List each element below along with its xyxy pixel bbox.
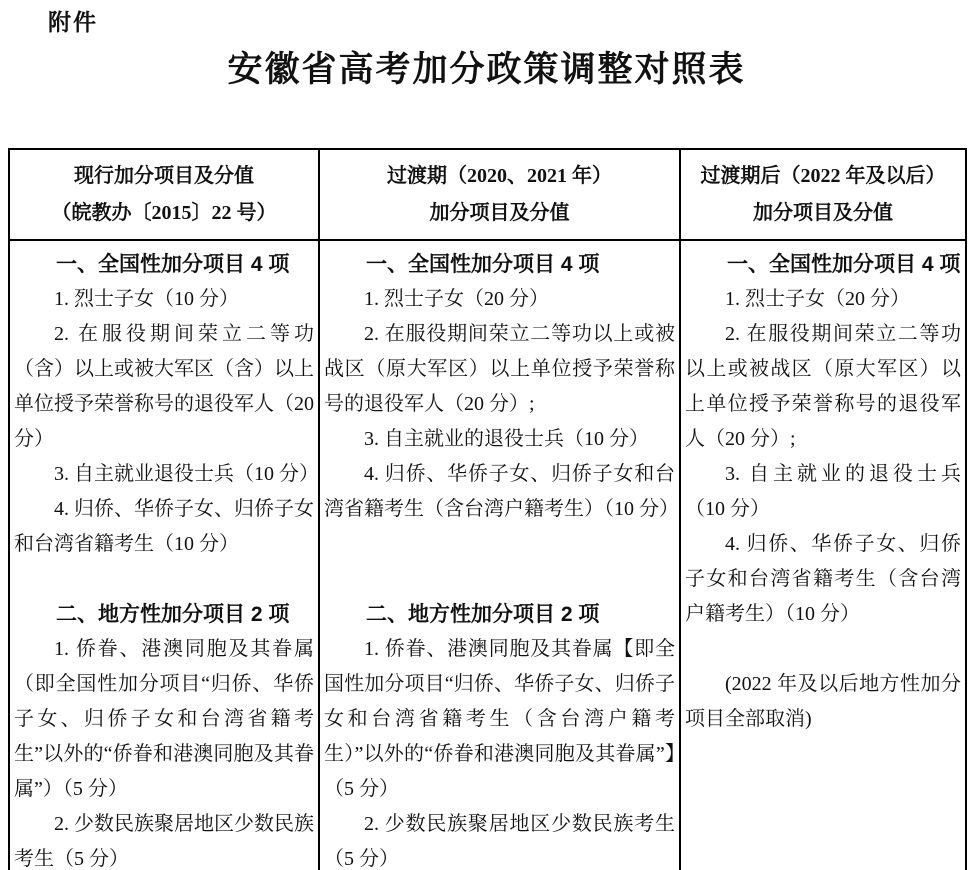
policy-item: 4. 归侨、华侨子女、归侨子女和台湾省籍考生（含台湾户籍考生）（10 分）: [324, 463, 679, 520]
policy-item: 3. 自主就业退役士兵（10 分）: [54, 463, 319, 485]
header-row: [9, 149, 966, 240]
table-header: [9, 149, 966, 240]
policy-item: 2. 在服役期间荣立二等功以上或被战区（原大军区）以上单位授予荣誉称号的退役军人（20 分）;: [685, 323, 961, 450]
policy-item: 1. 侨眷、港澳同胞及其眷属（即全国性加分项目“归侨、华侨子女、归侨子女和台湾省籍考生”以外的“侨眷和港澳同胞及其眷属”）（5 分）: [14, 638, 314, 800]
header-after-line2: 加分项目及分值: [753, 201, 893, 224]
header-cell-transition: [319, 149, 680, 240]
section-heading: 二、地方性加分项目 2 项: [366, 603, 600, 626]
section-heading: 一、全国性加分项目 4 项: [56, 253, 290, 276]
blank-line: [324, 562, 675, 597]
header-transition-line1: 过渡期（2020、2021 年）: [387, 164, 612, 187]
page-title: 安徽省高考加分政策调整对照表: [227, 50, 746, 89]
policy-comparison-table: [8, 148, 967, 870]
header-after-line1: 过渡期后（2022 年及以后）: [700, 164, 946, 187]
policy-item: 2. 在服役期间荣立二等功以上或被战区（原大军区）以上单位授予荣誉称号的退役军人（20 分）;: [324, 323, 675, 415]
table-body: [9, 240, 966, 870]
header-cell-after-transition: [680, 149, 966, 240]
attachment-label: 附件: [48, 9, 98, 35]
policy-item: (2022 年及以后地方性加分项目全部取消): [685, 673, 961, 730]
blank-line: [14, 562, 314, 597]
header-current-line2: （皖教办〔2015〕22 号）: [51, 201, 277, 224]
policy-item: 1. 烈士子女（10 分）: [54, 288, 239, 310]
policy-item: 1. 烈士子女（20 分）: [364, 288, 549, 310]
policy-item: 4. 归侨、华侨子女、归侨子女和台湾省籍考生（10 分）: [14, 498, 314, 555]
header-transition-line2: 加分项目及分值: [429, 201, 570, 224]
body-row: [9, 240, 966, 870]
policy-item: 2. 少数民族聚居地区少数民族考生（5 分）: [14, 813, 314, 870]
cell-after-transition-policy: [680, 240, 966, 870]
section-heading: 一、全国性加分项目 4 项: [366, 253, 600, 276]
cell-transition-policy: [319, 240, 680, 870]
header-cell-current: [9, 149, 319, 240]
policy-item: 2. 在服役期间荣立二等功（含）以上或被大军区（含）以上单位授予荣誉称号的退役军人（20 分）: [14, 323, 314, 450]
policy-item: 2. 少数民族聚居地区少数民族考生（5 分）: [324, 813, 675, 870]
policy-item: 1. 侨眷、港澳同胞及其眷属【即全国性加分项目“归侨、华侨子女、归侨子女和台湾省籍考生（含台湾户籍考生）”以外的“侨眷和港澳同胞及其眷属”】（5 分）: [324, 638, 675, 800]
blank-line: [324, 527, 675, 562]
section-heading: 一、全国性加分项目 4 项: [727, 253, 961, 276]
blank-line: [685, 632, 961, 667]
policy-item: 3. 自主就业的退役士兵（10 分）: [685, 463, 961, 520]
policy-item: 3. 自主就业的退役士兵（10 分）: [364, 428, 649, 450]
header-current-line1: 现行加分项目及分值: [74, 164, 254, 187]
section-heading: 二、地方性加分项目 2 项: [56, 603, 290, 626]
cell-current-policy: [9, 240, 319, 870]
policy-item: 1. 烈士子女（20 分）: [725, 288, 910, 310]
policy-item: 4. 归侨、华侨子女、归侨子女和台湾省籍考生（含台湾户籍考生）（10 分）: [685, 533, 961, 625]
